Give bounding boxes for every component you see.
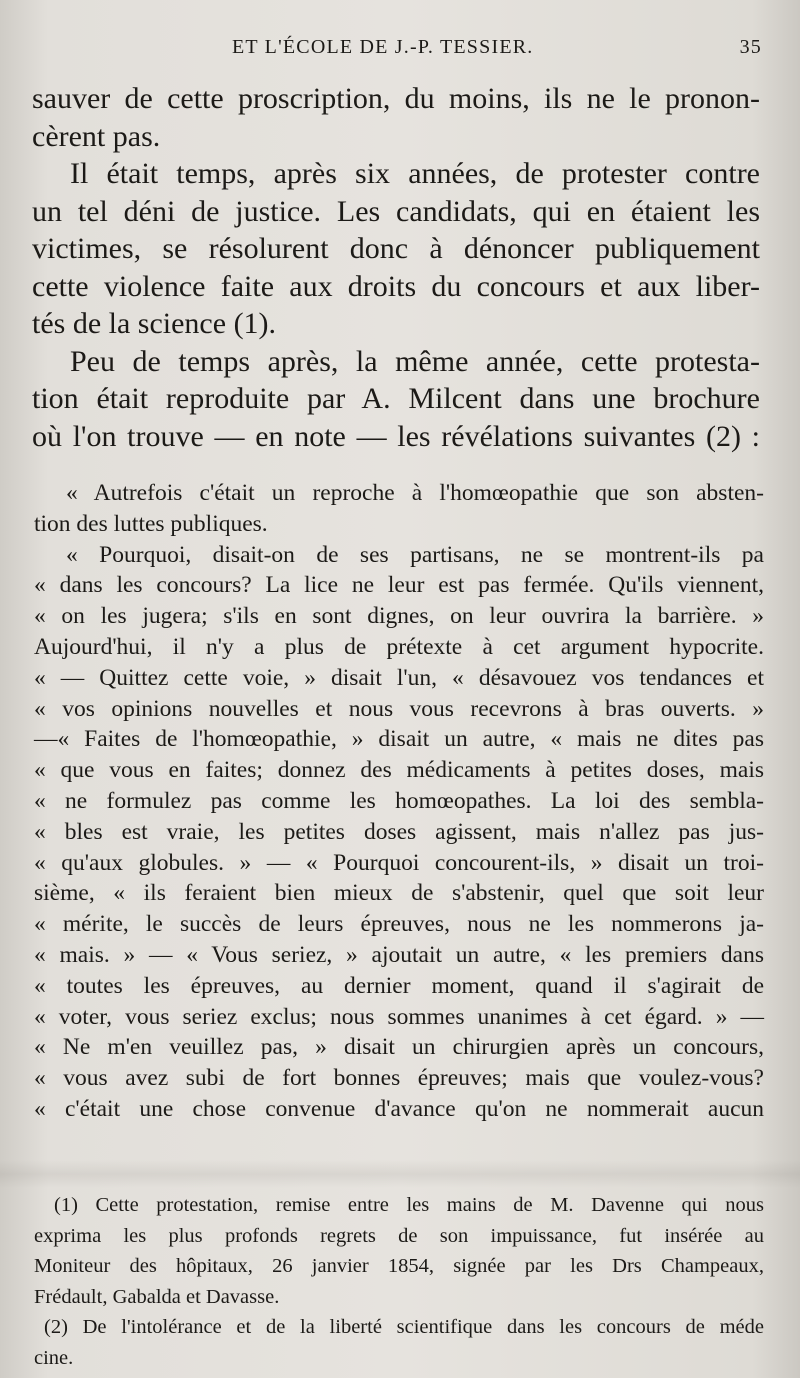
quote-line: « qu'aux globules. » — « Pourquoi concourent-ils, » disait un troi- (34, 849, 764, 876)
page-gap (0, 1160, 800, 1188)
body-line: un tel déni de justice. Les candidats, qui en étaient les (32, 194, 760, 228)
body-line: où l'on trouve — en note — les révélations suivantes (2) : (32, 419, 760, 453)
page-header (0, 36, 800, 66)
quote-line: « voter, vous seriez exclus; nous sommes unanimes à cet égard. » — (34, 1003, 764, 1030)
page-number: 35 (739, 36, 762, 58)
quote-line: « mérite, le succès de leurs épreuves, nous ne les nommerons ja- (34, 911, 764, 938)
quote-line: « vous avez subi de fort bonnes épreuves; mais que voulez-vous? (34, 1065, 764, 1092)
quote-line: tion des luttes publiques. (34, 510, 268, 537)
footnotes (34, 1190, 764, 1373)
quote-line: « Pourquoi, disait-on de ses partisans, ne se montrent-ils pa (66, 541, 764, 568)
footnote-line: exprima les plus profonds regrets de son impuissance, fut insérée au (34, 1224, 764, 1247)
body-line: tion était reproduite par A. Milcent dans une brochure (32, 382, 760, 415)
quote-line: « on les jugera; s'ils en sont dignes, on leur ouvrira la barrière. » (34, 603, 764, 630)
footnote-line: Moniteur des hôpitaux, 26 janvier 1854, signée par les Drs Champeaux, (34, 1255, 764, 1277)
body-line: cèrent pas. (32, 119, 161, 153)
footnote-line: (2) De l'intolérance et de la liberté scientifique dans les concours de méde (44, 1316, 764, 1338)
footnote-line: cine. (34, 1346, 74, 1369)
body-line: victimes, se résolurent donc à dénoncer publiquement (32, 232, 760, 265)
quote-line: « — Quittez cette voie, » disait l'un, « désavouez vos tendances et (34, 664, 764, 691)
quote-line: « ne formulez pas comme les homœopathes. La loi des sembla- (34, 787, 764, 814)
quote-line: « bles est vraie, les petites doses agissent, mais n'allez pas jus- (34, 818, 764, 845)
running-title: ET L'ÉCOLE DE J.-P. TESSIER. (232, 36, 534, 58)
quote-line: « dans les concours? La lice ne leur est pas fermée. Qu'ils viennent, (34, 572, 764, 599)
quoted-passage (34, 478, 764, 1125)
quote-line: « c'était une chose convenue d'avance qu'on ne nommerait aucun (34, 1095, 764, 1122)
quote-line: « Ne m'en veuillez pas, » disait un chirurgien après un concours, (34, 1034, 764, 1061)
quote-line: Aujourd'hui, il n'y a plus de prétexte à cet argument hypocrite. (34, 633, 764, 660)
body-line: cette violence faite aux droits du concours et aux liber- (32, 269, 760, 303)
quote-line: « Autrefois c'était un reproche à l'homœopathie que son absten- (66, 480, 764, 506)
body-line: tés de la science (1). (32, 307, 277, 340)
body-line: sauver de cette proscription, du moins, ils ne le pronon- (32, 82, 760, 115)
quote-line: « que vous en faites; donnez des médicaments à petites doses, mais (34, 757, 764, 784)
footnote-line: Frédault, Gabalda et Davasse. (34, 1285, 280, 1308)
quote-line: sième, « ils feraient bien mieux de s'abstenir, quel que soit leur (34, 880, 764, 907)
quote-line: « mais. » — « Vous seriez, » ajoutait un autre, « les premiers dans (34, 941, 764, 968)
footnote-line: (1) Cette protestation, remise entre les mains de M. Davenne qui nous (54, 1194, 764, 1216)
quote-line: « toutes les épreuves, au dernier moment, quand il s'agirait de (34, 972, 764, 999)
body-line: Peu de temps après, la même année, cette protesta- (70, 344, 760, 378)
quote-line: « vos opinions nouvelles et nous vous recevrons à bras ouverts. » (34, 695, 764, 722)
quote-line: —« Faites de l'homœopathie, » disait un autre, « mais ne dites pas (34, 726, 764, 753)
main-text (32, 80, 760, 455)
body-line: Il était temps, après six années, de protester contre (70, 157, 760, 190)
